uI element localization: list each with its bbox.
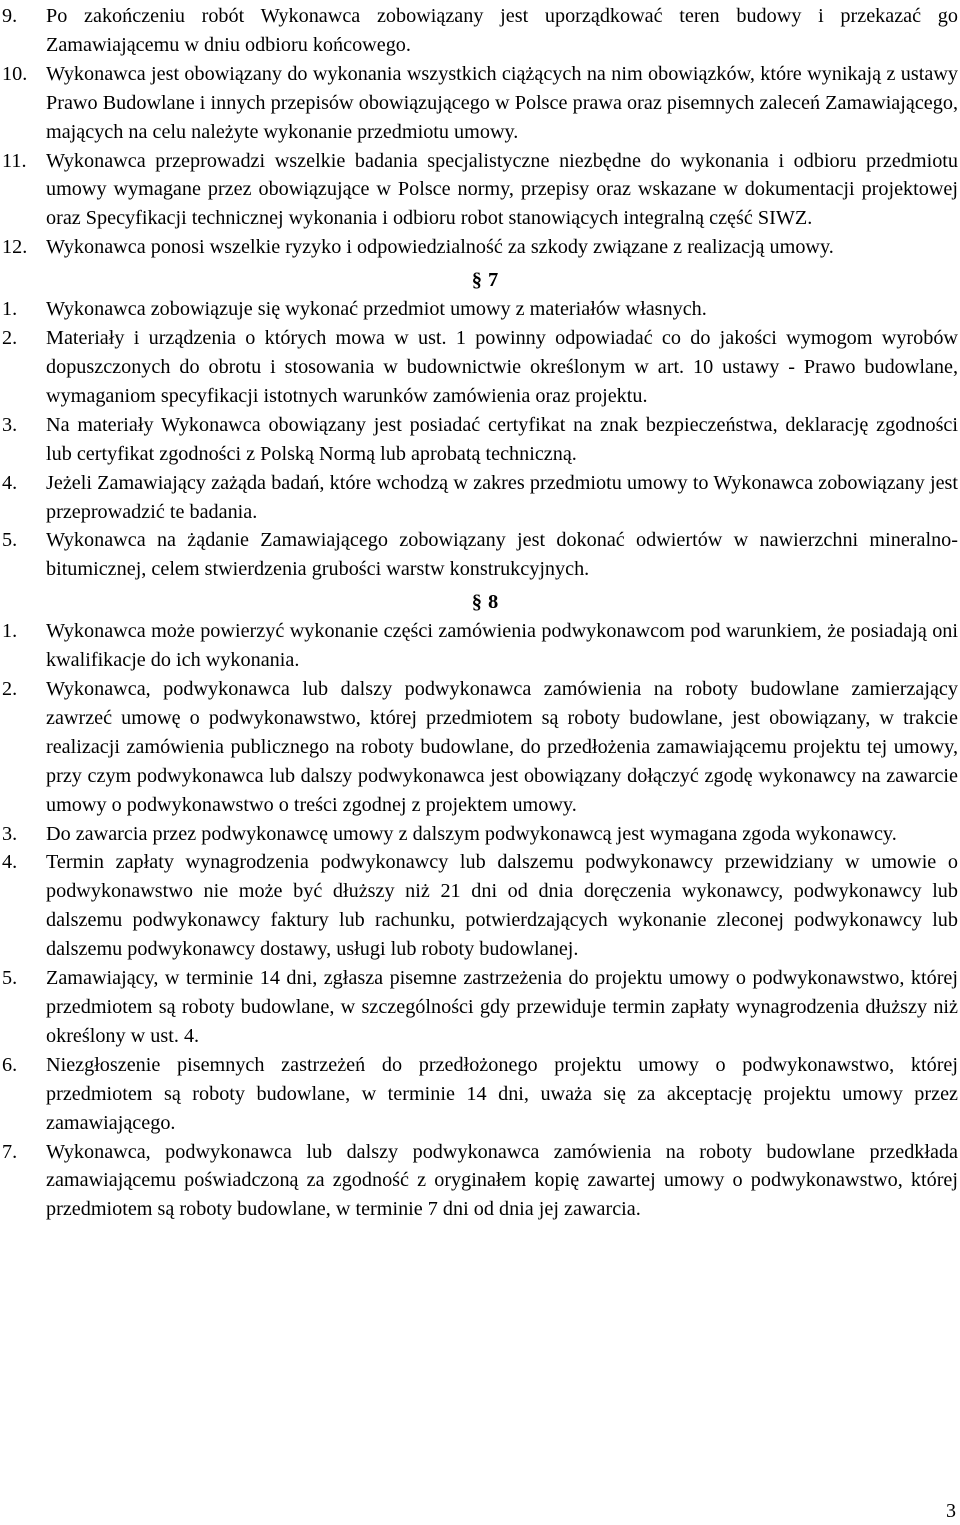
section-heading-8	[0, 584, 960, 617]
item-text: Po zakończeniu robót Wykonawca zobowiązany jest uporządkować teren budowy i przekazać go Zamawiającemu w dniu odbioru końcowego.	[46, 5, 958, 56]
list-top	[0, 2, 960, 262]
item-number: 1.	[2, 620, 18, 643]
list-item	[0, 1138, 960, 1225]
item-number: 4.	[2, 471, 18, 494]
item-number: 12.	[2, 236, 28, 259]
list-item	[0, 617, 960, 675]
section-7-list	[0, 295, 960, 584]
item-text: Wykonawca ponosi wszelkie ryzyko i odpowiedzialność za szkody związane z realizacją umowy.	[46, 236, 834, 259]
item-number: 4.	[2, 851, 18, 874]
item-text: Wykonawca, podwykonawca lub dalszy podwykonawca zamówienia na roboty budowlane zamierzający zawrzeć umowę o podwykonawstwo, której przedmiotem są roboty budowlane, jest obowiązany, w trakcie realizacji zamówienia publicznego na roboty budowlane, do przedłożenia zamawiającemu projektu tej umowy, przy czym podwykonawca lub dalszy podwykonawca jest obowiązany dołączyć zgodę wykonawcy na zawarcie umowy o podwykonawstwo o treści zgodnej z projektem umowy.	[46, 678, 958, 816]
item-number: 10.	[2, 62, 28, 85]
list-item	[0, 2, 960, 60]
section-number: 8	[488, 591, 499, 614]
item-number: 9.	[2, 5, 18, 27]
list-item	[0, 295, 960, 324]
page-number: 3	[946, 1500, 956, 1522]
item-number: 1.	[2, 298, 18, 321]
list-item	[0, 848, 960, 964]
item-text: Wykonawca, podwykonawca lub dalszy podwykonawca zamówienia na roboty budowlane przedkłada zamawiającemu poświadczoną za zgodność z oryginałem kopię zawartej umowy o podwykonawstwo, której przedmiotem są roboty budowlane, w terminie 7 dni od dnia jej zawarcia.	[46, 1140, 958, 1221]
list-item	[0, 411, 960, 469]
section-8-list	[0, 617, 960, 1224]
list-item	[0, 526, 960, 584]
list-item	[0, 820, 960, 849]
list-item	[0, 60, 960, 147]
item-text: Wykonawca przeprowadzi wszelkie badania specjalistyczne niezbędne do wykonania i odbioru przedmiotu umowy wymagane przez obowiązujące w Polsce normy, przepisy oraz wskazane w dokumentacji projektowej oraz Specyfikacji technicznej wykonania i odbioru robot stanowiących integralną część SIWZ.	[46, 149, 958, 230]
document-body	[0, 2, 960, 1224]
item-text: Termin zapłaty wynagrodzenia podwykonawcy lub dalszemu podwykonawcy przewidziany w umowie o podwykonawstwo nie może być dłuższy niż 21 dni od dnia doręczenia wykonawcy, podwykonawcy lub dalszemu podwykonawcy faktury lub rachunku, potwierdzających wykonanie zleconej podwykonawcy lub dalszemu podwykonawcy dostawy, usługi lub roboty budowlanej.	[46, 851, 958, 961]
item-text: Na materiały Wykonawca obowiązany jest posiadać certyfikat na znak bezpieczeństwa, deklarację zgodności lub certyfikat zgodności z Polską Normą lub aprobatą techniczną.	[46, 413, 958, 465]
item-number: 7.	[2, 1140, 18, 1163]
list-item	[0, 233, 960, 262]
paragraph-symbol: §	[471, 591, 482, 614]
list-item	[0, 469, 960, 527]
item-number: 3.	[2, 413, 18, 436]
item-number: 11.	[2, 149, 27, 172]
item-number: 5.	[2, 967, 18, 990]
item-number: 6.	[2, 1053, 18, 1076]
item-number: 5.	[2, 529, 18, 552]
section-number: 7	[488, 269, 499, 292]
list-item	[0, 1051, 960, 1138]
item-text: Zamawiający, w terminie 14 dni, zgłasza pisemne zastrzeżenia do projektu umowy o podwykonawstwo, której przedmiotem są roboty budowlane, w szczególności gdy przewiduje termin zapłaty wynagrodzenia dłuższy niż określony w ust. 4.	[46, 967, 958, 1047]
item-text: Wykonawca na żądanie Zamawiającego zobowiązany jest dokonać odwiertów w nawierzchni mineralno-bitumicznej, celem stwierdzenia grubości warstw konstrukcyjnych.	[46, 529, 958, 581]
item-number: 3.	[2, 822, 18, 845]
list-item	[0, 324, 960, 411]
item-text: Wykonawca jest obowiązany do wykonania wszystkich ciążących na nim obowiązków, które wynikają z ustawy Prawo Budowlane i innych przepisów obowiązującego w Polsce prawa oraz pisemnych zaleceń Zamawiającego, mających na celu należyte wykonanie przedmiotu umowy.	[46, 62, 958, 143]
item-text: Wykonawca może powierzyć wykonanie części zamówienia podwykonawcom pod warunkiem, że posiadają oni kwalifikacje do ich wykonania.	[46, 620, 958, 672]
section-heading-7	[0, 262, 960, 295]
item-text: Wykonawca zobowiązuje się wykonać przedmiot umowy z materiałów własnych.	[46, 298, 707, 321]
item-text: Niezgłoszenie pisemnych zastrzeżeń do przedłożonego projektu umowy o podwykonawstwo, której przedmiotem są roboty budowlane, w terminie 14 dni, uważa się za akceptację projektu umowy przez zamawiającego.	[46, 1053, 958, 1134]
list-item	[0, 964, 960, 1051]
section-label	[472, 587, 499, 617]
item-number: 2.	[2, 678, 18, 701]
paragraph-symbol: §	[471, 269, 482, 292]
item-text: Jeżeli Zamawiający zażąda badań, które wchodzą w zakres przedmiotu umowy to Wykonawca zobowiązany jest przeprowadzić te badania.	[46, 471, 958, 523]
list-item	[0, 147, 960, 234]
section-label	[472, 265, 499, 295]
item-text: Do zawarcia przez podwykonawcę umowy z dalszym podwykonawcą jest wymagana zgoda wykonawcy.	[46, 822, 897, 845]
item-number: 2.	[2, 327, 18, 350]
item-text: Materiały i urządzenia o których mowa w ust. 1 powinny odpowiadać co do jakości wymogom wyrobów dopuszczonych do obrotu i stosowania w budownictwie określonym w art. 10 ustawy - Prawo budowlane, wymaganiom specyfikacji istotnych warunków zamówienia oraz projektu.	[46, 327, 958, 407]
list-item	[0, 675, 960, 820]
